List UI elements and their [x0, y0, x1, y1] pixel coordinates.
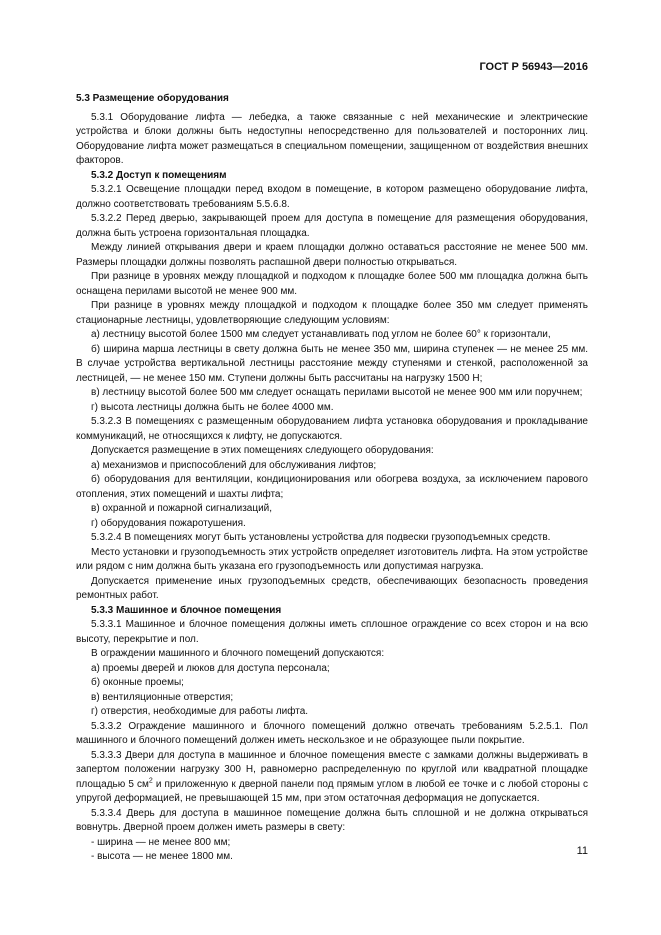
subsection-title-5-3-3: 5.3.3 Машинное и блочное помещения [91, 604, 282, 616]
page-body [76, 92, 588, 865]
paragraph-5-3-2-3: 5.3.2.3 В помещениях с размещенным оборудованием лифта установка оборудования и прокладывание коммуникаций, не относящихся к лифту, не допускаются. [76, 416, 588, 442]
list-item: б) оконные проемы; [91, 677, 184, 688]
paragraph: Между линией открывания двери и краем площадки должно оставаться расстояние не менее 500 мм. Размеры площадки должны позволять распашной двери полностью открываться. [76, 242, 588, 268]
paragraph: Допускается размещение в этих помещениях следующего оборудования: [91, 445, 434, 456]
paragraph-5-3-3-4: 5.3.3.4 Дверь для доступа в машинное помещение должна быть сплошной и не должна открываться вовнутрь. Дверной проем должен иметь размеры в свету: [76, 807, 588, 833]
section-title: 5.3 Размещение оборудования [76, 93, 229, 104]
list-item: а) лестницу высотой более 1500 мм следует устанавливать под углом не более 60° к горизонтали, [91, 329, 551, 340]
paragraph-5-3-3-3 [76, 749, 588, 807]
list-item: в) вентиляционные отверстия; [91, 691, 234, 703]
paragraph-5-3-2-2: 5.3.2.2 Перед дверью, закрывающей проем для доступа в помещение для размещения оборудования, должна быть устроена горизонтальная площадка. [76, 213, 588, 239]
list-item: г) высота лестницы должна быть не более 4000 мм. [91, 401, 334, 413]
list-item: г) оборудования пожаротушения. [91, 517, 246, 529]
page-number: 11 [576, 845, 588, 857]
paragraph-5-3-2-4: 5.3.2.4 В помещениях могут быть установлены устройства для подвески грузоподъемных средств. [91, 532, 551, 543]
paragraph-5-3-3-2: 5.3.3.2 Ограждение машинного и блочного помещений должно отвечать требованиям 5.2.5.1. Пол машинного и блочного помещений должен иметь нескользкое и не образующее пыли покрытие. [76, 720, 588, 746]
paragraph: Место установки и грузоподъемность этих устройств определяет изготовитель лифта. На этом устройстве или рядом с ним должна быть указана его грузоподъемность или допустимая нагрузка. [76, 546, 588, 572]
paragraph: Допускается применение иных грузоподъемных средств, обеспечивающих безопасность проведения ремонтных работ. [76, 575, 588, 601]
list-item: г) отверстия, необходимые для работы лифта. [91, 706, 309, 717]
superscript: 2 [148, 777, 153, 785]
paragraph-5-3-2-1: 5.3.2.1 Освещение площадки перед входом в помещение, в котором размещено оборудование лифта, должно соответствовать требованиям 5.5.6.8. [76, 184, 588, 210]
paragraph-5-3-3-1: 5.3.3.1 Машинное и блочное помещения должны иметь сплошное ограждение со всех сторон и на всю высоту, перекрытие и пол. [76, 619, 588, 645]
text: и приложенную к дверной панели под прямым углом в любой ее точке и с любой стороны с упругой деформацией, не превышающей 15 мм, при этом остаточная деформация не допускается. [76, 778, 588, 804]
subsection-title-5-3-2: 5.3.2 Доступ к помещениям [91, 169, 227, 181]
list-item: а) проемы дверей и люков для доступа персонала; [91, 662, 330, 674]
document-code: ГОСТ Р 56943—2016 [479, 61, 588, 73]
text: 5.3.3.3 Двери для доступа в машинное и блочное помещения вместе с замками должны выдерживать в запертом положении нагрузку 300 Н, равномерно распределенную по круглой или квадратной площадке площадью 5 см [76, 749, 588, 790]
list-item: - ширина — не менее 800 мм; [91, 836, 231, 848]
list-item: б) ширина марша лестницы в свету должна быть не менее 350 мм, ширина ступенек — не менее 25 мм. В случае устройства вертикальной лестницы расстояние между ступенями и стенкой, расположенной за лестницей, — не менее 150 мм. Ступени должны быть рассчитаны на нагрузку 1500 Н; [76, 343, 588, 384]
list-item: а) механизмов и приспособлений для обслуживания лифтов; [91, 459, 377, 471]
paragraph: В ограждении машинного и блочного помещений допускаются: [91, 648, 385, 659]
paragraph-5-3-1: 5.3.1 Оборудование лифта — лебедка, а также связанные с ней механические и электрические устройства и блоки должны быть недоступны непосредственно для пользователей и посторонних лиц. Оборудование лифта может размещаться в специальном помещении, защищенном от воздействия внешних факторов. [76, 111, 588, 166]
list-item: в) лестницу высотой более 500 мм следует оснащать перилами высотой не менее 900 мм или поручнем; [91, 387, 583, 398]
paragraph: При разнице в уровнях между площадкой и подходом к площадке более 350 мм следует применять стационарные лестницы, удовлетворяющие следующим условиям: [76, 300, 588, 326]
list-item: в) охранной и пожарной сигнализаций, [91, 503, 273, 514]
list-item: - высота — не менее 1800 мм. [91, 851, 233, 862]
list-item: б) оборудования для вентиляции, кондиционирования или обогрева воздуха, за исключением парового отопления, этих помещений и шахты лифта; [76, 474, 588, 500]
paragraph: При разнице в уровнях между площадкой и подходом к площадке более 500 мм площадка должна быть оснащена перилами высотой не менее 900 мм. [76, 271, 588, 297]
